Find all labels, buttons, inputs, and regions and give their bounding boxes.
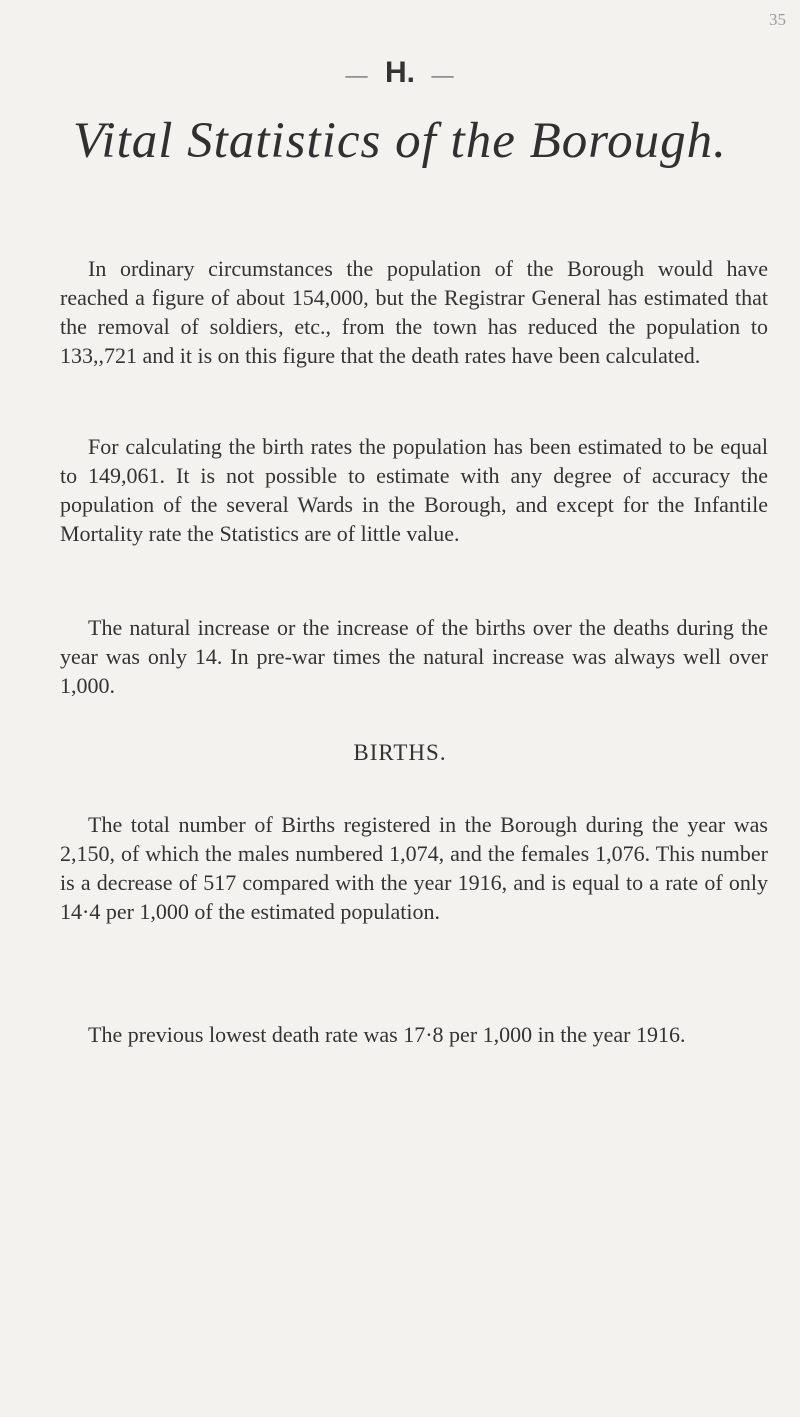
section-dash-left: — bbox=[345, 62, 369, 87]
paragraph-birth-rate-population: For calculating the birth rates the population has been estimated to be equal to 149,061. It is not possible to estimate with any degree of accuracy the population of the several Wards in the Borough, and except for the Infantile Mortality rate the Statistics are of little value. bbox=[60, 434, 768, 546]
page-number: 35 bbox=[769, 10, 786, 29]
paragraph-previous-lowest: The previous lowest death rate was 17·8 per 1,000 in the year 1916. bbox=[88, 1022, 686, 1047]
paragraph-total-births: The total number of Births registered in the Borough during the year was 2,150, of which the males numbered 1,074, and the females 1,076. This number is a decrease of 517 compared with the year 1916, and is equal to a rate of only 14·4 per 1,000 of the estimated population. bbox=[60, 812, 768, 924]
births-heading: BIRTHS. bbox=[353, 740, 447, 765]
paragraph-natural-increase: The natural increase or the increase of the births over the deaths during the year was only 14. In pre-war times the natural increase was always well over 1,000. bbox=[60, 615, 768, 698]
section-mark bbox=[0, 56, 800, 90]
section-dash-right: — bbox=[431, 62, 455, 87]
page-title: Vital Statistics of the Borough. bbox=[73, 113, 727, 169]
section-letter: H. bbox=[385, 56, 415, 89]
paragraph-population: In ordinary circumstances the population of the Borough would have reached a figure of about 154,000, but the Registrar General has estimated that the removal of soldiers, etc., from the town has reduced the population to 133,,721 and it is on this figure that the death rates have been calculated. bbox=[60, 256, 768, 368]
